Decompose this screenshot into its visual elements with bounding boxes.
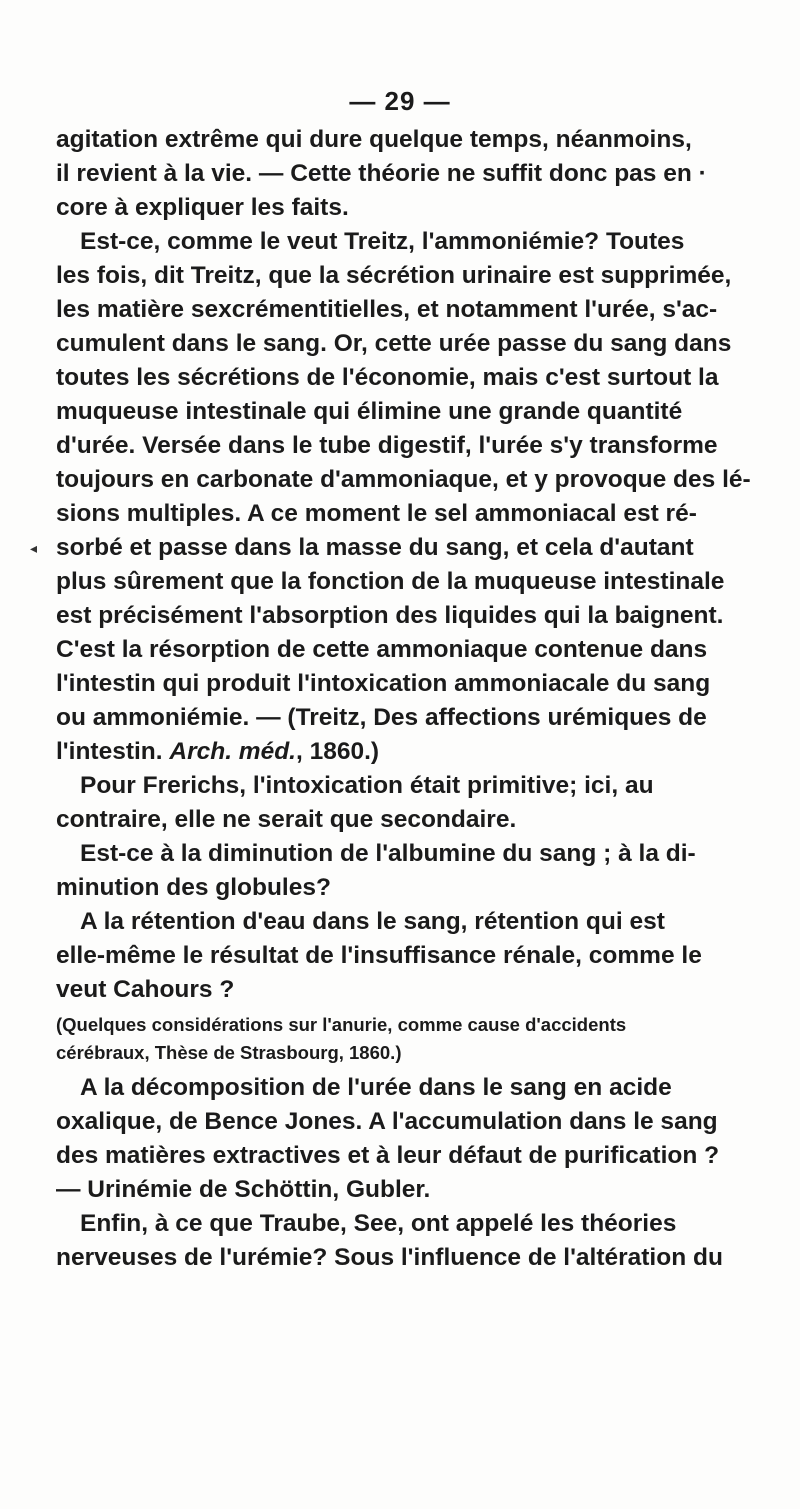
text-line: A la rétention d'eau dans le sang, rétention qui est (80, 908, 665, 935)
text-line: minution des globules? (56, 874, 331, 901)
text-line: Enfin, à ce que Traube, See, ont appelé les théories (80, 1210, 677, 1237)
text-line-citation (56, 740, 379, 765)
text-line: est précisément l'absorption des liquides qui la baignent. (56, 602, 724, 629)
text-line: d'urée. Versée dans le tube digestif, l'urée s'y transforme (56, 432, 718, 459)
footnote-line: (Quelques considérations sur l'anurie, comme cause d'accidents (56, 1014, 627, 1035)
text-line: il revient à la vie. — Cette théorie ne suffit donc pas en · (56, 160, 707, 187)
citation-suffix: , 1860.) (296, 738, 380, 765)
text-line: des matières extractives et à leur défaut de purification ? (56, 1142, 720, 1169)
text-line: C'est la résorption de cette ammoniaque contenue dans (56, 636, 708, 663)
text-line: veut Cahours ? (56, 976, 235, 1003)
text-line: toujours en carbonate d'ammoniaque, et y provoque des lé- (56, 466, 751, 493)
text-line: A la décomposition de l'urée dans le sang en acide (80, 1074, 672, 1101)
text-line: muqueuse intestinale qui élimine une grande quantité (56, 398, 683, 425)
footnote-line: cérébraux, Thèse de Strasbourg, 1860.) (56, 1042, 402, 1063)
text-line: toutes les sécrétions de l'économie, mais c'est surtout la (56, 364, 719, 391)
text-line: Est-ce, comme le veut Treitz, l'ammoniémie? Toutes (80, 228, 685, 255)
text-line: agitation extrême qui dure quelque temps, néanmoins, (56, 126, 692, 153)
text-line: core à expliquer les faits. (56, 194, 349, 221)
text-line: les matière sexcrémentitielles, et notamment l'urée, s'ac- (56, 296, 718, 323)
text-line: l'intestin qui produit l'intoxication ammoniacale du sang (56, 670, 711, 697)
text-line: ou ammoniémie. — (Treitz, Des affections urémiques de (56, 704, 707, 731)
text-line: — Urinémie de Schöttin, Gubler. (56, 1176, 431, 1203)
page-number: — 29 — (349, 86, 451, 116)
text-line: sions multiples. A ce moment le sel ammoniacal est ré- (56, 500, 697, 527)
text-line: cumulent dans le sang. Or, cette urée passe du sang dans (56, 330, 732, 357)
text-line: contraire, elle ne serait que secondaire. (56, 806, 517, 833)
journal-abbreviation: Arch. méd. (169, 738, 296, 765)
text-line: sorbé et passe dans la masse du sang, et cela d'autant (56, 534, 694, 561)
text-line: Est-ce à la diminution de l'albumine du sang ; à la di- (80, 840, 696, 867)
text-line: nerveuses de l'urémie? Sous l'influence de l'altération du (56, 1244, 723, 1271)
text-line: Pour Frerichs, l'intoxication était primitive; ici, au (80, 772, 654, 799)
text-line: les fois, dit Treitz, que la sécrétion urinaire est supprimée, (56, 262, 732, 289)
text-line: plus sûrement que la fonction de la muqueuse intestinale (56, 568, 725, 595)
margin-mark: ◂ (30, 540, 38, 556)
text-line: oxalique, de Bence Jones. A l'accumulation dans le sang (56, 1108, 718, 1135)
text-line: elle-même le résultat de l'insuffisance rénale, comme le (56, 942, 702, 969)
citation-prefix: l'intestin. (56, 738, 170, 765)
